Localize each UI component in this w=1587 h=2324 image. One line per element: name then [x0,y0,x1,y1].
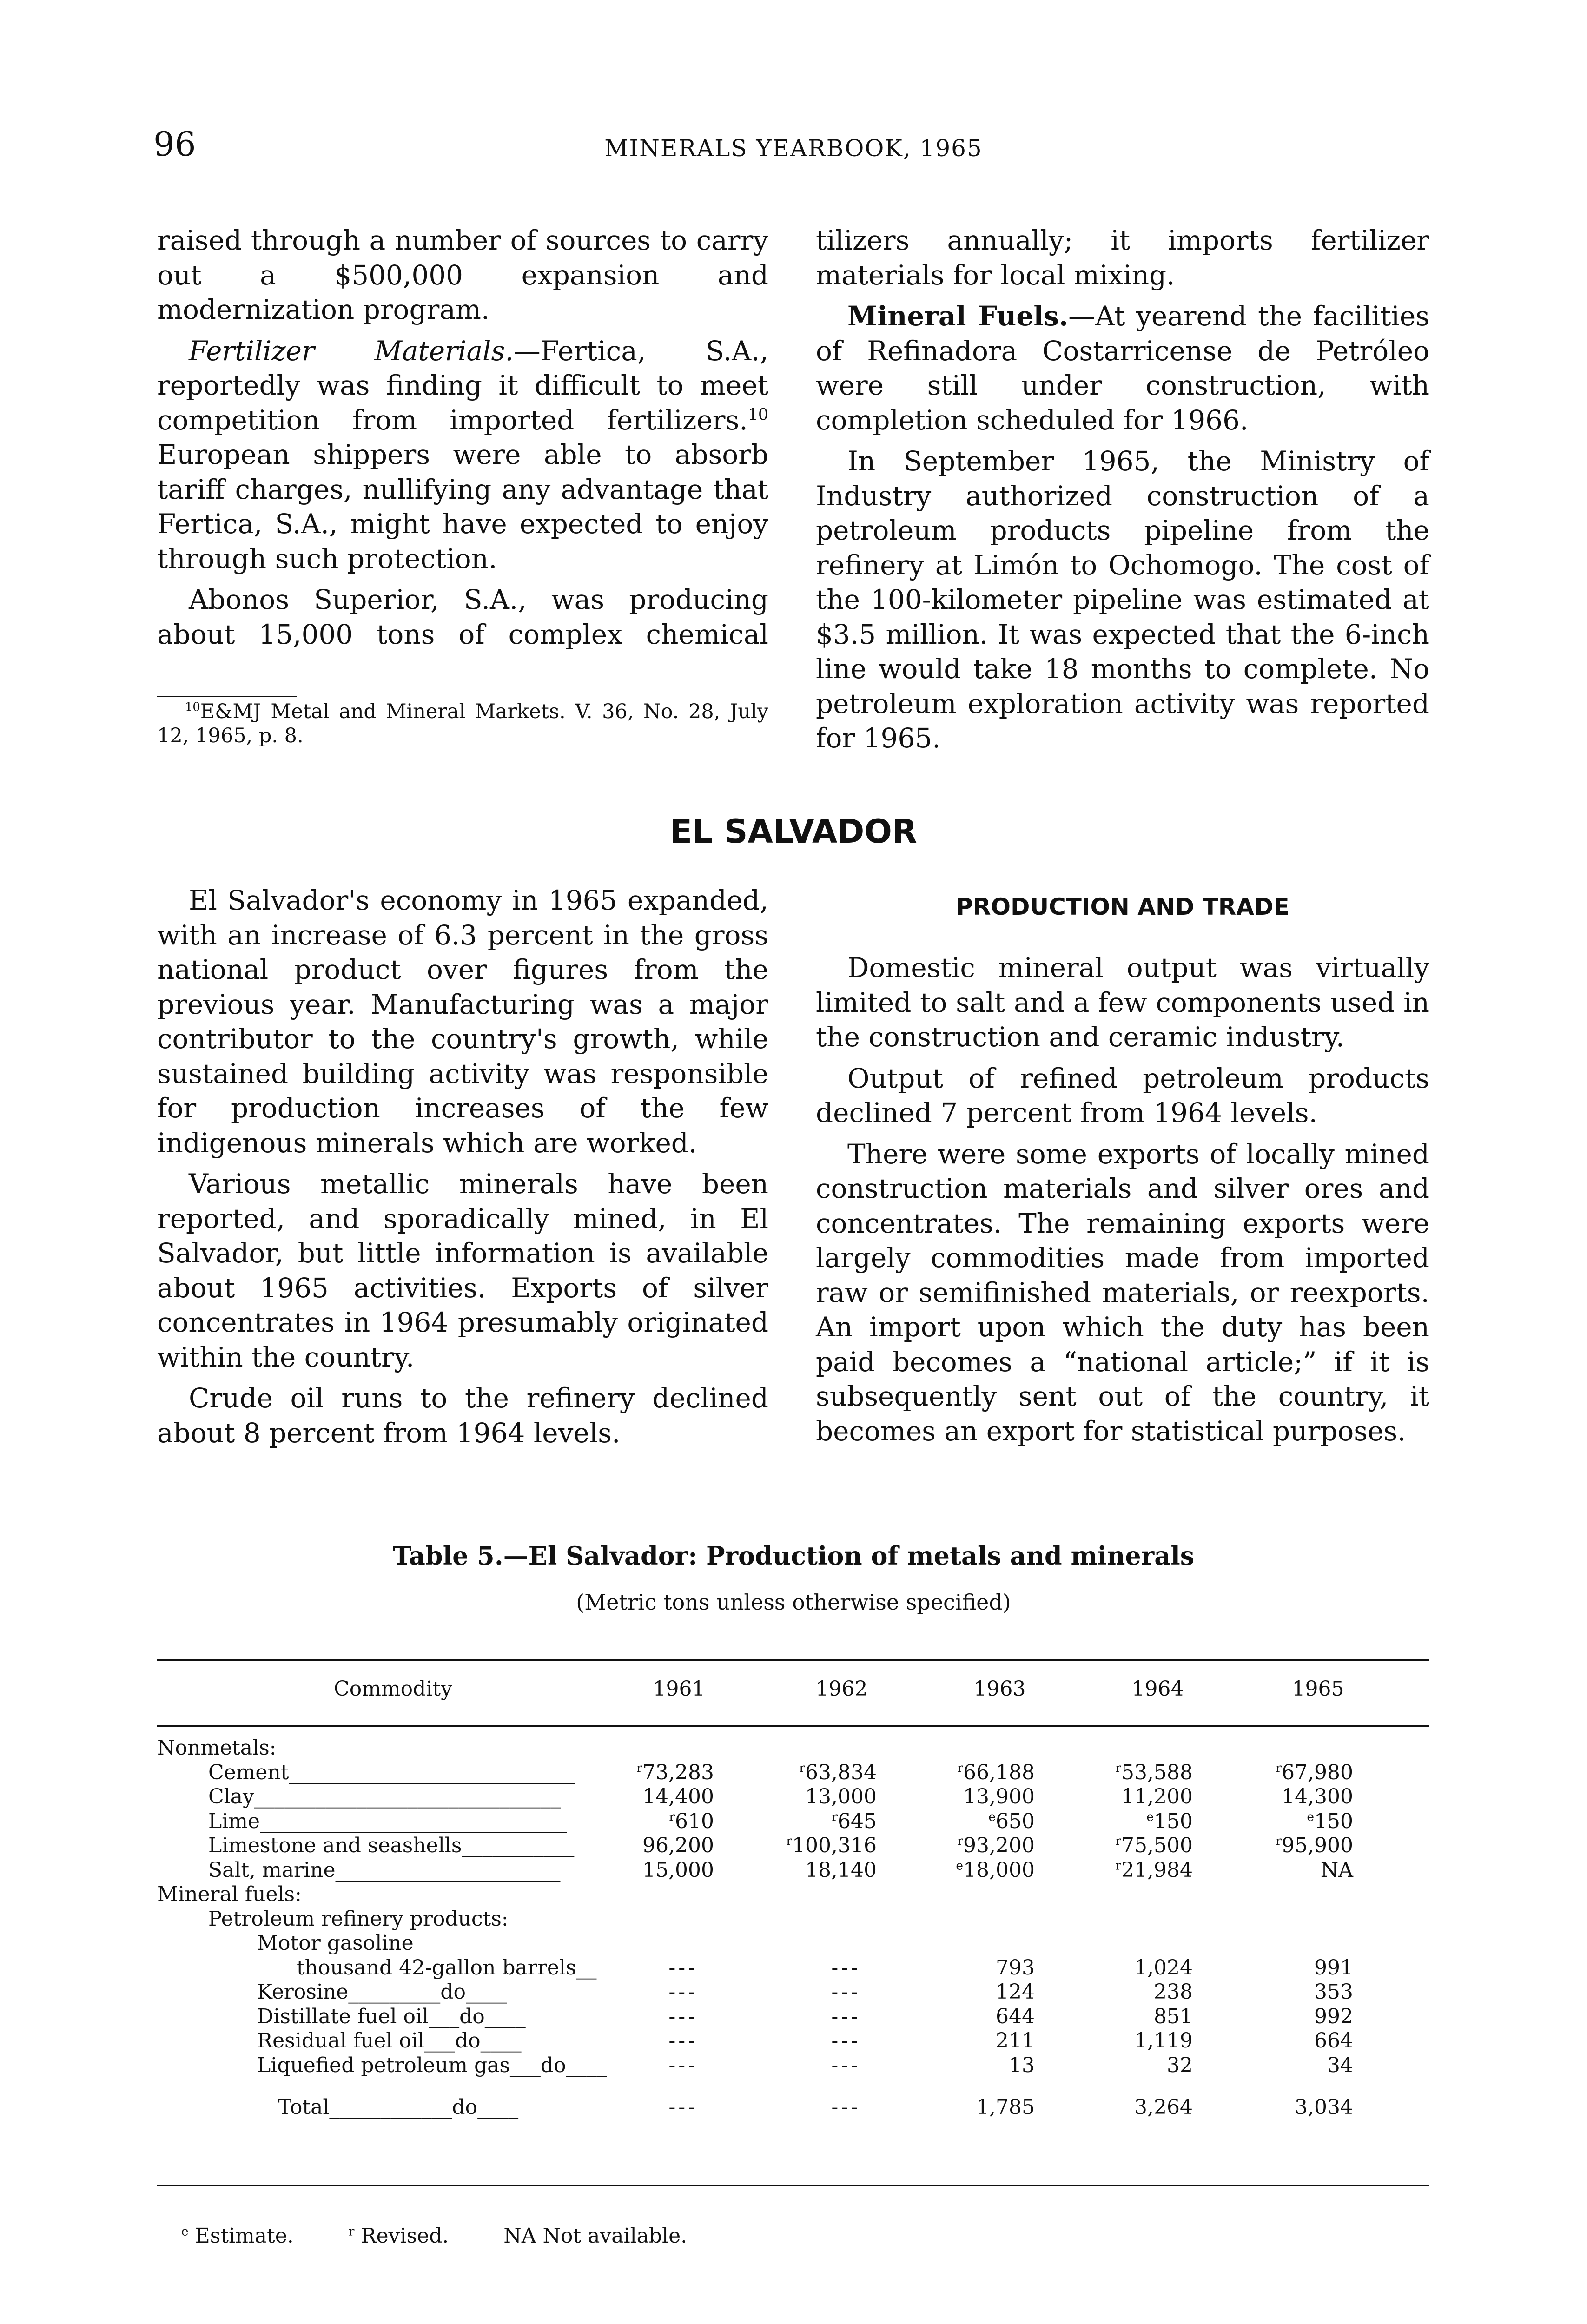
table-cell: $^r$73,283 [636,1760,714,1784]
table-cell: $^r$53,588 [1115,1760,1193,1784]
refined-products-paragraph: Output of refined petroleum products declined 7 percent from 1964 levels. [816,1062,1429,1129]
table-cell: 991 [1314,1955,1353,1980]
header-commodity: Commodity [334,1677,452,1701]
table-title: Table 5.—El Salvador: Production of metals and minerals [392,1541,1195,1571]
row-label: Total____________do____ [278,2095,519,2119]
table-top-rule [157,1659,1429,1661]
table-cell: 32 [1167,2053,1193,2077]
table-cell: 353 [1314,1980,1353,2004]
abonos-paragraph: Abonos Superior, S.A., was producing about 15,000 tons of complex chemical [157,584,768,650]
table-row [157,1882,1429,1907]
table-cell: 13,000 [805,1785,877,1809]
table-cell: 13 [1009,2053,1035,2077]
table-legend [181,2224,687,2248]
header-1963: 1963 [973,1677,1026,1701]
el-salvador-right-column [816,951,1429,1455]
table-cell: --- [831,1955,860,1980]
table-row [157,1736,1429,1761]
header-1964: 1964 [1131,1677,1184,1701]
mineral-fuels-paragraph: Mineral Fuels.—At yearend the facilities of Refinadora Costarricense de Petróleo were still under construction, with completion scheduled for 1966. [816,300,1430,436]
table-cell: $^r$66,188 [957,1760,1035,1784]
header-1962: 1962 [815,1677,868,1701]
table-cell: 851 [1154,2004,1193,2028]
row-label: thousand 42-gallon barrels__ [297,1955,597,1980]
table-cell: --- [668,2095,698,2119]
table-header-row [157,1677,1429,1702]
header-1961: 1961 [653,1677,705,1701]
subheading: PRODUCTION AND TRADE [956,893,1289,920]
mineral-fuels-heading: Mineral Fuels. [847,300,1069,332]
table-cell: 1,785 [976,2095,1035,2119]
table-cell: --- [668,2053,698,2077]
table-cell: 1,119 [1134,2029,1193,2053]
row-label: Lime______________________________ [208,1809,567,1833]
table-cell: 96,200 [642,1834,714,1857]
table-cell: 3,034 [1295,2095,1353,2119]
table-cell: 124 [996,1980,1035,2004]
row-label: Residual fuel oil___do____ [257,2029,522,2053]
legend-estimate: $^e$ Estimate. [181,2224,294,2248]
metallic-minerals-paragraph: Various metallic minerals have been reported, and sporadically mined, in El Salvador, but little information is available about 1965 activities. Exports of silver concentrates in 1964 presumably originated within the country. [157,1168,768,1373]
table-cell: 3,264 [1134,2095,1193,2119]
table-cell: --- [668,2029,698,2053]
table-cell: 15,000 [642,1858,714,1882]
table-cell: --- [831,2029,860,2053]
costa-rica-right-column [816,223,1429,762]
page-number: 96 [153,125,196,164]
header-1965: 1965 [1292,1677,1344,1701]
table-cell: $^r$67,980 [1276,1760,1353,1784]
table-cell: $^e$650 [988,1809,1035,1833]
pipeline-paragraph: In September 1965, the Ministry of Industry authorized construction of a petroleum products pipeline from the refinery at Limón to Ochomogo. The cost of the 100-kilometer pipeline was estimated at $3.5 million. It was expected that the 6-inch line would take 18 months to complete. No petroleum exploration activity was reported for 1965. [816,445,1429,754]
table-header-rule [157,1725,1429,1727]
table-cell: --- [831,2004,860,2028]
row-label: Limestone and seashells___________ [208,1834,575,1857]
row-label: Clay______________________________ [208,1785,561,1809]
table-cell: 644 [996,2004,1035,2028]
row-label: Cement____________________________ [208,1760,575,1784]
table-row [157,1980,1429,2005]
table-cell: --- [668,1980,698,2004]
table-cell: 664 [1314,2029,1353,2053]
table-row [157,1785,1429,1809]
table-cell: 238 [1154,1980,1193,2004]
row-label: Mineral fuels: [157,1882,302,1906]
table-bottom-rule [157,2185,1429,2186]
table-row [157,2029,1429,2053]
row-label: Motor gasoline [257,1931,414,1955]
table-row [157,2005,1429,2029]
table-cell: $^e$18,000 [956,1858,1035,1882]
table-cell: 992 [1314,2004,1353,2028]
table-cell: 14,400 [642,1785,714,1809]
table-cell: --- [831,2095,860,2119]
crude-oil-paragraph: Crude oil runs to the refinery declined about 8 percent from 1964 levels. [157,1382,768,1449]
table-cell: --- [668,1955,698,1980]
costa-rica-paragraph: raised through a number of sources to carry out a $500,000 expansion and modernization program. [157,224,768,325]
table-row [157,1858,1429,1883]
table-row [157,1907,1429,1932]
row-label: Petroleum refinery products: [208,1907,509,1931]
row-label: Salt, marine______________________ [208,1858,561,1882]
footnote-divider [157,696,297,697]
table-cell: $^r$63,834 [799,1760,877,1784]
row-label: Liquefied petroleum gas___do____ [257,2053,607,2077]
row-label: Distillate fuel oil___do____ [257,2004,526,2028]
table-cell: 13,900 [963,1785,1035,1809]
table-cell: $^r$75,500 [1115,1834,1193,1857]
table-subtitle: (Metric tons unless otherwise specified) [576,1590,1011,1615]
table-row [157,1956,1429,1981]
economy-paragraph: El Salvador's economy in 1965 expanded, with an increase of 6.3 percent in the gross national product over figures from the previous year. Manufacturing was a major contributor to the country's growth, while sustained building activity was responsible for production increases of the few indigenous minerals which are worked. [157,885,768,1159]
table-cell: $^r$100,316 [786,1834,877,1857]
table-row [157,1809,1429,1834]
footnote: $^{10}$E&MJ Metal and Mineral Markets. V. 36, No. 28, July 12, 1965, p. 8. [157,700,768,747]
table-cell: --- [831,2053,860,2077]
table-cell: $^r$645 [832,1809,877,1833]
abonos-continuation: tilizers annually; it imports fertilizer materials for local mixing. [816,224,1429,291]
footnote-ref: 10 [747,405,768,424]
table-cell: $^e$150 [1146,1809,1193,1833]
table-cell: $^r$21,984 [1115,1858,1193,1882]
costa-rica-left-column [157,223,768,651]
table-cell: --- [668,2004,698,2028]
domestic-output-paragraph: Domestic mineral output was virtually limited to salt and a few components used in the construction and ceramic industry. [816,952,1429,1053]
legend-revised: $^r$ Revised. [348,2224,449,2248]
table-cell: 34 [1327,2053,1353,2077]
table-row [157,1761,1429,1785]
exports-paragraph: There were some exports of locally mined construction materials and silver ores and concentrates. The remaining exports were largely commodities made from imported raw or semifinished materials, or reexports. An import upon which the duty has been paid becomes a “national article;” if it is subsequently sent out of the country, it becomes an export for statistical purposes. [816,1138,1429,1447]
row-label: Nonmetals: [157,1736,277,1760]
running-title: MINERALS YEARBOOK, 1965 [604,135,983,162]
table-row [157,2095,1429,2120]
table-row [157,2053,1429,2078]
table-cell: $^r$610 [669,1809,714,1833]
table-cell: 18,140 [805,1858,877,1882]
table-cell: 793 [996,1955,1035,1980]
table-cell: 1,024 [1134,1955,1193,1980]
table-cell: --- [831,1980,860,2004]
table-row [157,1834,1429,1858]
table-cell: $^r$95,900 [1276,1834,1353,1857]
table-cell: 211 [996,2029,1035,2053]
table-cell: 11,200 [1121,1785,1193,1809]
fertilizer-paragraph: Fertilizer Materials.—Fertica, S.A., reportedly was finding it difficult to meet competition from imported fertilizers.$^{10}$ European shippers were able to absorb tariff charges, nullifying any advantage that Fertica, S.A., might have expected to enjoy through such protection. [157,335,769,574]
table-cell: 14,300 [1282,1785,1353,1809]
table-cell: $^r$93,200 [957,1834,1035,1857]
table-row [157,1931,1429,1956]
table-body [157,1736,1429,2120]
legend-not-available: NA Not available. [503,2224,688,2248]
section-heading: EL SALVADOR [670,812,917,851]
el-salvador-left-column [157,883,768,1457]
table-cell: NA [1320,1858,1353,1882]
table-cell: $^e$150 [1307,1809,1353,1833]
row-label: Kerosine_________do____ [257,1980,507,2004]
fertilizer-heading: Fertilizer Materials. [189,335,514,367]
